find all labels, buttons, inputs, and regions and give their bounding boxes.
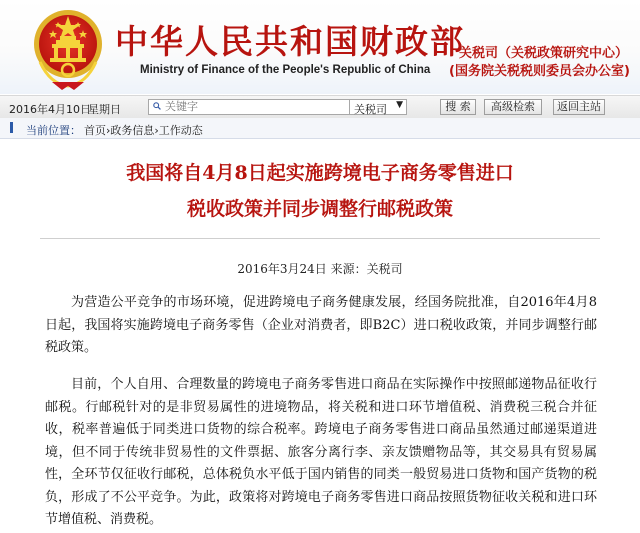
dropdown-arrow-icon: ▼ xyxy=(396,100,403,110)
ministry-name-cn: 中华人民共和国财政部 xyxy=(115,22,465,61)
article-paragraph: 目前，个人自用、合理数量的跨境电子商务零售进口商品在实际操作中按照邮递物品征收行邮税。行邮税针对的是非贸易属性的进境物品，将关税和进口环节增值税、消费税三税合并征收，税率普遍低于同类进口货物的综合税率。跨境电子商务零售进口商品虽然通过邮递渠道进境，但不同于传统非贸易性的文件票据、旅客分离行李、亲友馈赠物品等，其交易具有贸易属性，全环节仅征收行邮税，总体税负水平低于国内销售的同类一般贸易进口货物和国产货物的税负，形成了不公平竞争。为此，政策将对跨境电子商务零售进口商品按照货物征收关税和进口环节增值税、消费税。 xyxy=(45,377,597,527)
search-button[interactable]: 搜 索 xyxy=(440,99,476,115)
department-name: 关税司（关税政策研究中心） xyxy=(459,46,629,61)
article-title-line1: 我国将自4月8日起实施跨境电子商务零售进口 xyxy=(126,162,514,184)
search-icon xyxy=(153,102,161,110)
advanced-search-button[interactable]: 高级检索 xyxy=(484,99,542,115)
title-divider xyxy=(40,238,600,239)
return-home-button[interactable]: 返回主站 xyxy=(553,99,605,115)
article-paragraph: 为营造公平竞争的市场环境，促进跨境电子商务健康发展，经国务院批准，自2016年4月8日起，我国将实施跨境电子商务零售（企业对消费者，即B2C）进口税收政策，并同步调整行邮税政策。 xyxy=(45,295,597,355)
search-scope-select[interactable] xyxy=(349,99,407,115)
department-subname: (国务院关税税则委员会办公室) xyxy=(449,64,630,79)
search-input[interactable] xyxy=(163,100,345,114)
search-scope-value: 关税司 xyxy=(354,103,387,116)
article-meta: 2016年3月24日 来源：关税司 xyxy=(237,262,403,276)
breadcrumb-label: 当前位置： xyxy=(26,124,81,137)
breadcrumb xyxy=(0,118,640,139)
search-box xyxy=(148,99,350,115)
top-toolbar xyxy=(0,95,640,119)
current-date: 2016年4月10日 xyxy=(9,103,91,116)
national-emblem-icon xyxy=(32,2,104,92)
breadcrumb-marker-icon xyxy=(10,122,13,133)
ministry-name-en: Ministry of Finance of the People's Republic of China xyxy=(140,64,431,76)
article-title-line2: 税收政策并同步调整行邮税政策 xyxy=(186,198,453,220)
breadcrumb-path[interactable]: 首页›政务信息›工作动态 xyxy=(84,124,203,137)
current-weekday: 星期日 xyxy=(88,103,121,116)
site-header xyxy=(0,0,640,94)
